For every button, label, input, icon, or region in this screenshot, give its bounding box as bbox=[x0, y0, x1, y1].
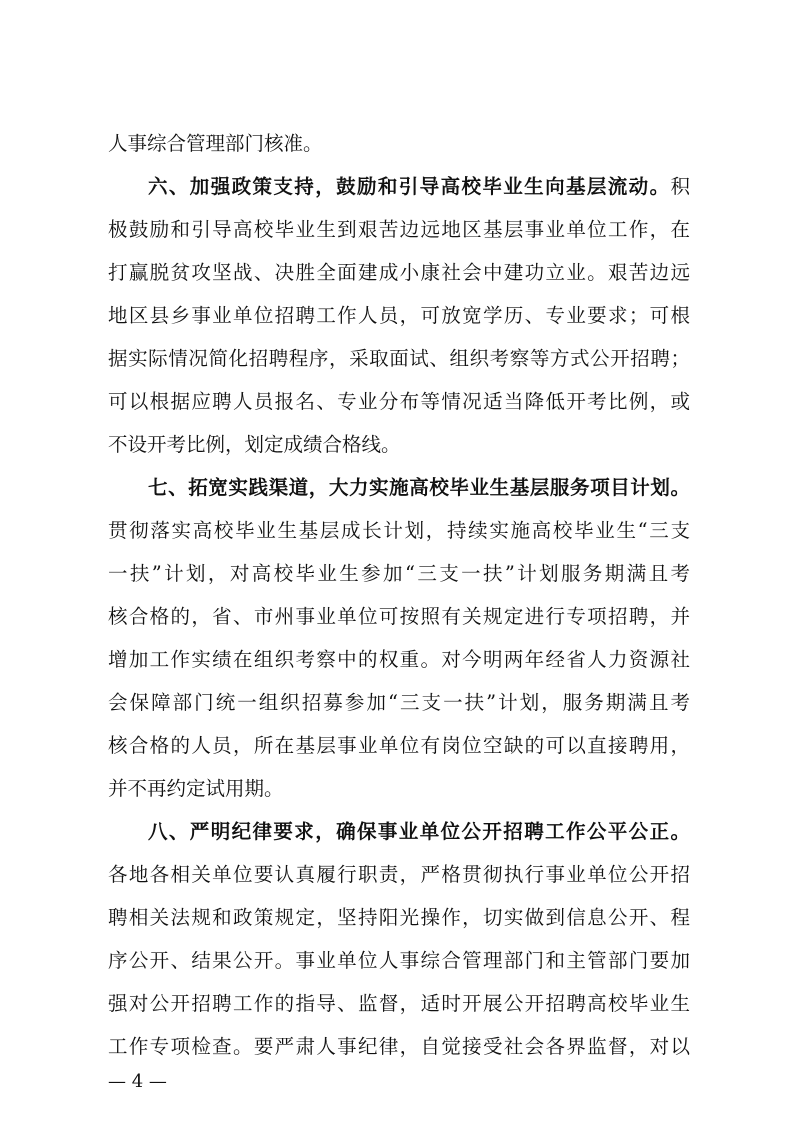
heading-line-6 bbox=[148, 174, 690, 200]
line-text: 人事综合管理部门核准。 bbox=[108, 132, 323, 155]
text-line-7 bbox=[108, 389, 690, 415]
text-line-8 bbox=[108, 432, 690, 458]
line-text: 并不再约定试用期。 bbox=[108, 777, 284, 800]
text-line-11 bbox=[108, 561, 690, 587]
text-line-3 bbox=[108, 217, 690, 243]
line-text: 积 bbox=[670, 175, 690, 198]
line-text: 强对公开招聘工作的指导、监督，适时开展公开招聘高校毕业生 bbox=[108, 992, 690, 1015]
section-heading-8: 八、严明纪律要求，确保事业单位公开招聘工作公平公正。 bbox=[148, 820, 690, 843]
section-heading-7: 七、拓宽实践渠道，大力实施高校毕业生基层服务项目计划。 bbox=[148, 476, 690, 499]
text-line-21 bbox=[108, 991, 690, 1017]
line-text: 打赢脱贫攻坚战、决胜全面建成小康社会中建功立业。艰苦边远 bbox=[108, 261, 690, 284]
text-line-10 bbox=[108, 518, 690, 544]
line-text: 会保障部门统一组织招募参加“三支一扶”计划，服务期满且考 bbox=[108, 691, 690, 714]
line-text: 可以根据应聘人员报名、专业分布等情况适当降低开考比例，或 bbox=[108, 390, 690, 413]
text-line-18 bbox=[108, 862, 690, 888]
text-line-20 bbox=[108, 948, 690, 974]
text-line-1 bbox=[108, 131, 690, 157]
text-line-16 bbox=[108, 776, 690, 802]
line-text: 极鼓励和引导高校毕业生到艰苦边远地区基层事业单位工作，在 bbox=[108, 218, 690, 241]
line-text: 聘相关法规和政策规定，坚持阳光操作，切实做到信息公开、程 bbox=[108, 906, 690, 929]
line-text: 据实际情况简化招聘程序，采取面试、组织考察等方式公开招聘； bbox=[108, 347, 690, 370]
heading-line-8 bbox=[148, 819, 690, 845]
text-line-5 bbox=[108, 303, 690, 329]
line-text: 不设开考比例，划定成绩合格线。 bbox=[108, 433, 401, 456]
text-line-6 bbox=[108, 346, 690, 372]
line-text: 核合格的人员，所在基层事业单位有岗位空缺的可以直接聘用， bbox=[108, 734, 690, 757]
section-heading-6: 六、加强政策支持，鼓励和引导高校毕业生向基层流动。 bbox=[148, 175, 671, 198]
text-line-14 bbox=[108, 690, 690, 716]
line-text: 序公开、结果公开。事业单位人事综合管理部门和主管部门要加 bbox=[108, 949, 690, 972]
text-line-12 bbox=[108, 604, 690, 630]
text-line-15 bbox=[108, 733, 690, 759]
line-text: 贯彻落实高校毕业生基层成长计划，持续实施高校毕业生“三支 bbox=[108, 519, 690, 542]
page-number: — 4 — bbox=[108, 1071, 167, 1092]
heading-line-7 bbox=[148, 475, 690, 501]
line-text: 工作专项检查。要严肃人事纪律，自觉接受社会各界监督，对以 bbox=[108, 1035, 690, 1058]
line-text: 增加工作实绩在组织考察中的权重。对今明两年经省人力资源社 bbox=[108, 648, 690, 671]
text-line-19 bbox=[108, 905, 690, 931]
line-text: 核合格的，省、市州事业单位可按照有关规定进行专项招聘，并 bbox=[108, 605, 690, 628]
text-line-22 bbox=[108, 1034, 690, 1060]
text-line-13 bbox=[108, 647, 690, 673]
line-text: 各地各相关单位要认真履行职责，严格贯彻执行事业单位公开招 bbox=[108, 863, 690, 886]
line-text: 一扶”计划，对高校毕业生参加“三支一扶”计划服务期满且考 bbox=[108, 562, 690, 585]
line-text: 地区县乡事业单位招聘工作人员，可放宽学历、专业要求；可根 bbox=[108, 304, 690, 327]
text-line-4 bbox=[108, 260, 690, 286]
